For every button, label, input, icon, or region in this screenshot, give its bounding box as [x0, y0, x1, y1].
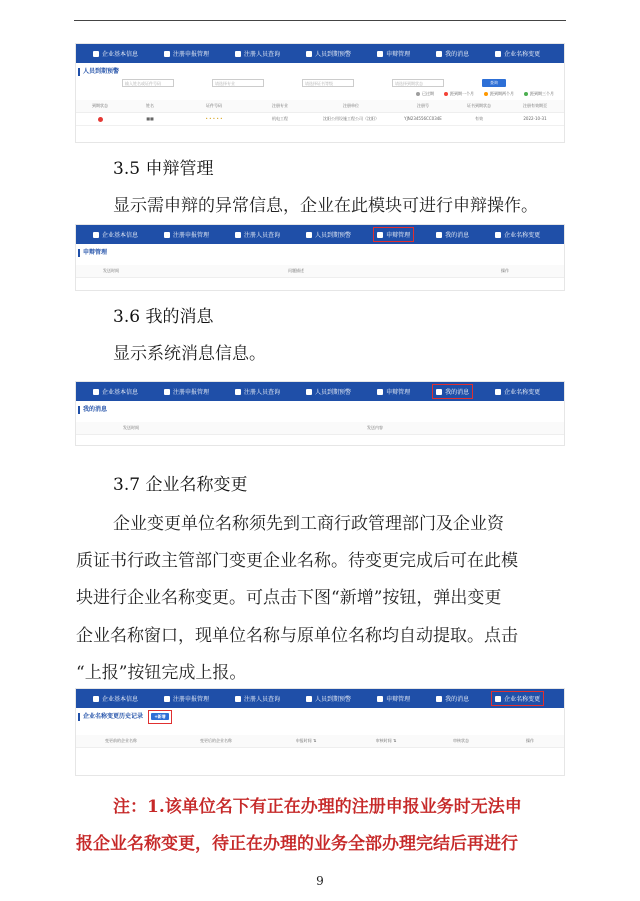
user-icon — [377, 696, 383, 702]
cert-status-cell: 有效 — [475, 116, 483, 121]
legend-item: 已过期 — [416, 91, 434, 97]
document-icon — [93, 696, 99, 702]
nav-personnel-query[interactable]: 注册人员查询 — [232, 692, 283, 705]
user-icon — [377, 232, 383, 238]
filter-bar — [122, 79, 564, 87]
col-header[interactable]: 审核时间 ⇅ — [375, 738, 397, 743]
user-icon — [306, 232, 312, 238]
col-header: 操作 — [526, 738, 534, 743]
nav-registration[interactable]: 注册申报管理 — [161, 47, 212, 60]
user-icon — [377, 51, 383, 57]
legend-item: 距到期一个月 — [444, 91, 474, 97]
top-nav — [76, 225, 564, 244]
nav-company-info[interactable]: 企业基本信息 — [90, 228, 141, 241]
nav-messages[interactable]: 我的消息 — [433, 228, 472, 241]
nav-messages[interactable]: 我的消息 — [433, 692, 472, 705]
section-title: 人员到期预警 — [78, 68, 564, 76]
specialty-select[interactable]: 请选择专业 — [212, 79, 264, 87]
top-nav — [76, 689, 564, 708]
document-icon — [164, 51, 170, 57]
expired-status-icon — [98, 117, 103, 122]
col-header: 操作 — [501, 268, 509, 273]
table-header — [76, 265, 564, 278]
check-icon — [495, 232, 501, 238]
level-select[interactable]: 请选择证书等级 — [302, 79, 354, 87]
nav-appeal[interactable]: 申辩管理 — [374, 692, 413, 705]
valid-until-cell: 2022-10-31 — [523, 116, 547, 121]
nav-expiry-warning[interactable]: 人员到期预警 — [303, 228, 354, 241]
nav-company-info[interactable]: 企业基本信息 — [90, 385, 141, 398]
document-icon — [164, 696, 170, 702]
paragraph-3-7-line1: 企业变更单位名称须先到工商行政管理部门及企业资 — [113, 514, 504, 534]
nav-messages-highlighted[interactable]: 我的消息 — [433, 385, 472, 398]
user-icon — [306, 696, 312, 702]
col-header: 注册单位 — [343, 103, 359, 108]
section-title: 申辩管理 — [78, 249, 564, 257]
nav-name-change[interactable]: 企业名称变更 — [492, 385, 543, 398]
col-header: 注册专业 — [272, 103, 288, 108]
status-cell — [76, 113, 124, 125]
document-icon — [93, 232, 99, 238]
id-cell: • • • • • — [205, 116, 223, 121]
table-header — [76, 100, 564, 113]
user-icon — [377, 389, 383, 395]
top-nav — [76, 382, 564, 401]
heading-3-7: 3.7 企业名称变更 — [113, 475, 248, 495]
nav-registration[interactable]: 注册申报管理 — [161, 385, 212, 398]
col-header: 证书到期状态 — [467, 103, 491, 108]
col-header: 到期状态 — [92, 103, 108, 108]
table-header — [76, 422, 564, 435]
note-line2: 报企业名称变更，待正在办理的业务全部办理完结后再进行 — [76, 834, 518, 854]
screenshot-name-change — [75, 688, 565, 776]
legend-item: 距到期两个月 — [484, 91, 514, 97]
document-icon — [164, 389, 170, 395]
paragraph-3-7-line3: 块进行企业名称变更。可点击下图“新增”按钮，弹出变更 — [76, 588, 502, 608]
document-icon — [235, 696, 241, 702]
paragraph-3-7-line5: “上报”按钮完成上报。 — [76, 663, 247, 683]
query-button[interactable]: 查询 — [482, 79, 506, 87]
screenshot-appeal — [75, 224, 565, 291]
section-title: 企业名称变更历史记录 +新增 — [78, 713, 564, 721]
nav-registration[interactable]: 注册申报管理 — [161, 228, 212, 241]
legend-item: 距到期三个月 — [524, 91, 554, 97]
col-header: 审核状态 — [453, 738, 469, 743]
grey-dot-icon — [416, 92, 420, 96]
nav-personnel-query[interactable]: 注册人员查询 — [232, 385, 283, 398]
screenshot-expiry-warning — [75, 43, 565, 143]
message-icon — [436, 696, 442, 702]
col-header: 证件号码 — [206, 103, 222, 108]
document-icon — [235, 51, 241, 57]
paragraph-3-7-line2: 质证书行政主管部门变更企业名称。待变更完成后可在此模 — [76, 551, 518, 571]
message-icon — [436, 51, 442, 57]
section-title: 我的消息 — [78, 406, 564, 414]
document-icon — [164, 232, 170, 238]
nav-appeal[interactable]: 申辩管理 — [374, 385, 413, 398]
col-header: 变更后的企业名称 — [200, 738, 232, 743]
user-icon — [306, 389, 312, 395]
check-icon — [495, 51, 501, 57]
orange-dot-icon — [484, 92, 488, 96]
col-header[interactable]: 申报时间 ⇅ — [295, 738, 317, 743]
nav-personnel-query[interactable]: 注册人员查询 — [232, 228, 283, 241]
col-header: 发送时间 — [103, 268, 119, 273]
nav-expiry-warning[interactable]: 人员到期预警 — [303, 47, 354, 60]
col-header: 问题描述 — [288, 268, 304, 273]
message-icon — [436, 232, 442, 238]
note-line1: 注：1.该单位名下有正在办理的注册申报业务时无法申 — [113, 797, 522, 817]
header-rule — [74, 20, 566, 21]
document-icon — [235, 232, 241, 238]
document-icon — [93, 389, 99, 395]
nav-company-info[interactable]: 企业基本信息 — [90, 692, 141, 705]
nav-appeal-highlighted[interactable]: 申辩管理 — [374, 228, 413, 241]
nav-appeal[interactable]: 申辩管理 — [374, 47, 413, 60]
check-icon — [495, 389, 501, 395]
name-cell: ■■ — [146, 116, 154, 121]
nav-messages[interactable]: 我的消息 — [433, 47, 472, 60]
top-nav — [76, 44, 564, 63]
heading-3-5: 3.5 申辩管理 — [113, 159, 214, 179]
reg-no-cell: YJN234556CC034E — [404, 116, 442, 121]
col-header: 发送时间 — [123, 425, 139, 430]
document-icon — [93, 51, 99, 57]
nav-personnel-query[interactable]: 注册人员查询 — [232, 47, 283, 60]
paragraph-3-6: 显示系统消息信息。 — [113, 344, 266, 364]
document-icon — [235, 389, 241, 395]
paragraph-3-5: 显示需申辩的异常信息，企业在此模块可进行申辩操作。 — [113, 196, 538, 216]
green-dot-icon — [524, 92, 528, 96]
red-dot-icon — [444, 92, 448, 96]
paragraph-3-7-line4: 企业名称窗口，现单位名称与原单位名称均自动提取。点击 — [76, 626, 518, 646]
specialty-cell: 机电工程 — [272, 116, 288, 121]
col-header: 注册号 — [417, 103, 429, 108]
add-button[interactable]: +新增 — [151, 713, 169, 720]
status-legend — [76, 91, 554, 97]
nav-expiry-warning[interactable]: 人员到期预警 — [303, 385, 354, 398]
heading-3-6: 3.6 我的消息 — [113, 307, 214, 327]
nav-expiry-warning[interactable]: 人员到期预警 — [303, 692, 354, 705]
col-header: 姓名 — [146, 103, 154, 108]
nav-company-info[interactable]: 企业基本信息 — [90, 47, 141, 60]
status-select[interactable]: 请选择到期状态 — [392, 79, 444, 87]
user-icon — [306, 51, 312, 57]
check-icon — [495, 696, 501, 702]
nav-name-change-highlighted[interactable]: 企业名称变更 — [492, 692, 543, 705]
col-header: 发送内容 — [367, 425, 383, 430]
page-number: 9 — [316, 874, 324, 888]
table-row[interactable] — [76, 113, 564, 126]
nav-name-change[interactable]: 企业名称变更 — [492, 47, 543, 60]
table-header — [76, 735, 564, 748]
name-search-input[interactable]: 输入姓名或证件号码 — [122, 79, 174, 87]
col-header: 注册有效期至 — [523, 103, 547, 108]
message-icon — [436, 389, 442, 395]
screenshot-messages — [75, 381, 565, 446]
nav-name-change[interactable]: 企业名称变更 — [492, 228, 543, 241]
col-header: 变更前的企业名称 — [105, 738, 137, 743]
nav-registration[interactable]: 注册申报管理 — [161, 692, 212, 705]
unit-cell: 沈阳公用设施工程公司（沈阳） — [323, 116, 379, 121]
